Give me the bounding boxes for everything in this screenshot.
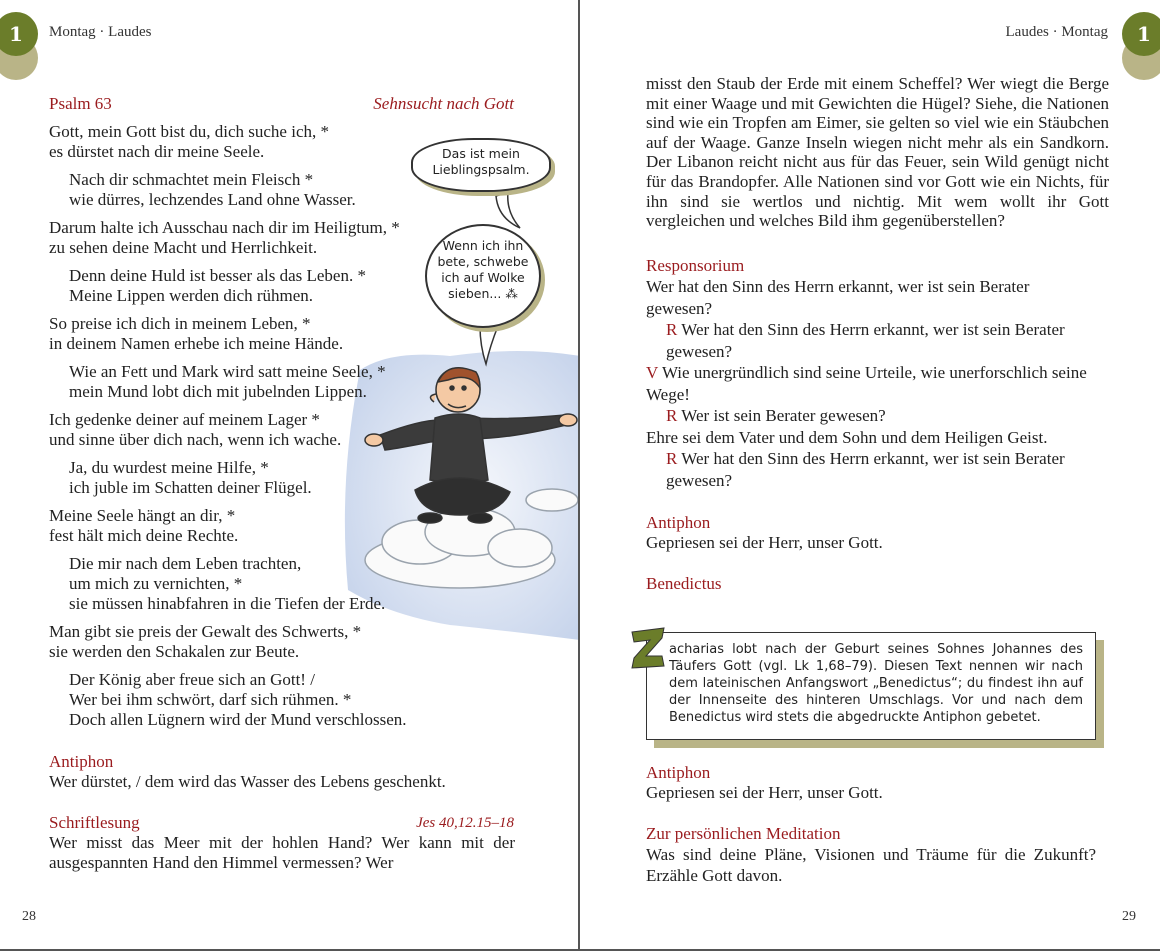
chapter-badge: 1 <box>0 12 38 56</box>
page-number: 28 <box>22 909 36 924</box>
info-text: acharias lobt nach der Geburt seines Sohnes Johannes des Täufers Gott (vgl. Lk 1,68–79). Diesen Text nennen wir nach dem lateinischen Anfangswort „Benedictus“; du findest ihn auf der Innenseite des hinteren Umschlags. Vor und nach dem Benedictus wird stets die abgedruckte Antiphon gebetet. <box>669 642 1083 725</box>
left-column <box>49 94 515 873</box>
verse-block <box>49 266 515 306</box>
reading-heading: Schriftlesung <box>49 813 140 832</box>
left-page <box>0 0 578 951</box>
verse-line: Ja, du wurdest meine Hilfe, * <box>69 458 269 477</box>
verse-block <box>49 218 515 258</box>
antiphon-heading: Antiphon <box>646 513 711 533</box>
chapter-badge: 1 <box>1122 12 1160 56</box>
response-symbol: R <box>666 406 678 426</box>
verse-line: So preise ich dich in meinem Leben, * <box>49 314 311 333</box>
versicle-text: Wie unergründlich sind seine Urteile, wie unerforschlich seine Wege! <box>646 363 1087 404</box>
verse-line: Der König aber freue sich an Gott! / <box>69 670 315 689</box>
response-symbol: R <box>666 449 678 469</box>
speech-bubble-1: Das ist mein Lieblingspsalm. <box>411 138 551 192</box>
verse-line: zu sehen deine Macht und Herrlichkeit. <box>49 238 318 257</box>
running-head: Laudes · Montag <box>1005 24 1108 40</box>
verse-line: sie müssen hinabfahren in die Tiefen der Erde. <box>69 594 386 613</box>
responsorium-intro: Wer hat den Sinn des Herrn erkannt, wer ist sein Berater gewesen? <box>646 277 1030 318</box>
verse-block <box>49 554 515 614</box>
responsorium-section <box>646 255 1109 492</box>
reading-continued-text: misst den Staub der Erde mit einem Scheffel? Wer wiegt die Berge mit einer Waage und mit Gewichten die Hügel? Siehe, die Nationen sind wie ein Tropfen am Eimer, sie gelten so viel wie ein Stäubchen auf der Waage. Ganze Inseln wiegen nicht mehr als ein Sandkorn. Der Libanon reicht nicht aus für das Feuer, sein Wild genügt nicht für das Brandopfer. Alle Nationen sind vor Gott wie ein Nichts, für ihn sind sie wertlos und nichtig. Mit wem wollt ihr Gott vergleichen und welches Bild ihm gegenüberstellen? <box>646 74 1109 231</box>
verse-block <box>49 170 515 210</box>
verse-line: Meine Lippen werden dich rühmen. <box>69 286 314 305</box>
verse-line: und sinne über dich nach, wenn ich wache. <box>49 430 342 449</box>
reading-reference: Jes 40,12.15–18 <box>416 815 514 831</box>
response-line <box>646 448 1086 491</box>
verse-line: in deinem Namen erhebe ich meine Hände. <box>49 334 344 353</box>
verse-block <box>49 670 515 730</box>
response-line <box>646 319 1086 362</box>
verse-line: Darum halte ich Ausschau nach dir im Heiligtum, * <box>49 218 400 237</box>
initial-z-icon <box>628 626 668 670</box>
antiphon-section <box>49 752 515 792</box>
gloria-line: Ehre sei dem Vater und dem Sohn und dem Heiligen Geist. <box>646 427 1048 447</box>
verse-line: mein Mund lobt dich mit jubelnden Lippen. <box>69 382 367 401</box>
verse-block <box>49 362 515 402</box>
verse-line: um mich zu vernichten, * <box>69 574 243 593</box>
verse-line: Nach dir schmachtet mein Fleisch * <box>69 170 314 189</box>
verse-block <box>49 314 515 354</box>
meditation-section <box>646 824 1109 886</box>
verse-block <box>49 410 515 450</box>
info-initial-letter <box>628 626 629 627</box>
antiphon-text: Wer dürstet, / dem wird das Wasser des Lebens geschenkt. <box>49 772 446 791</box>
versicle-symbol: V <box>646 363 658 383</box>
verse-line: Ich gedenke deiner auf meinem Lager * <box>49 410 320 429</box>
info-initial <box>628 626 668 670</box>
verse-line: sie werden den Schakalen zur Beute. <box>49 642 300 661</box>
verse-line: Denn deine Huld ist besser als das Leben. * <box>69 266 366 285</box>
verse-line: ich juble im Schatten deiner Flügel. <box>69 478 312 497</box>
verse-line: es dürstet nach dir meine Seele. <box>49 142 265 161</box>
verse-block <box>49 506 515 546</box>
responsorium-heading: Responsorium <box>646 255 745 275</box>
speech-bubble-2-text: Wenn ich ihn bete, schwebe ich auf Wolke sieben... <box>437 238 529 301</box>
benedictus-info-box <box>646 632 1096 740</box>
psalm-title: Psalm 63 <box>49 94 112 113</box>
benedictus-heading: Benedictus <box>646 574 722 594</box>
verse-line: Gott, mein Gott bist du, dich suche ich, * <box>49 122 329 141</box>
response-symbol: R <box>666 320 678 340</box>
right-column-lower <box>646 763 1109 886</box>
sparkle-icon: ⁂ <box>505 286 518 301</box>
page-number: 29 <box>1122 909 1136 924</box>
psalm-verses <box>49 122 515 730</box>
running-head: Montag · Laudes <box>49 24 152 40</box>
antiphon-section <box>646 513 1109 553</box>
verse-line: Wer bei ihm schwört, darf sich rühmen. * <box>69 690 352 709</box>
verse-line: Wie an Fett und Mark wird satt meine Seele, * <box>69 362 386 381</box>
verse-line: fest hält mich deine Rechte. <box>49 526 239 545</box>
response-text: Wer hat den Sinn des Herrn erkannt, wer ist sein Berater gewesen? <box>666 320 1065 361</box>
verse-line: Meine Seele hängt an dir, * <box>49 506 236 525</box>
versicle-line <box>646 362 1096 405</box>
verse-line: Man gibt sie preis der Gewalt des Schwerts, * <box>49 622 362 641</box>
response-text: Wer hat den Sinn des Herrn erkannt, wer ist sein Berater gewesen? <box>666 449 1065 490</box>
verse-block <box>49 458 515 498</box>
benedictus-section <box>646 574 1109 594</box>
antiphon-section <box>646 763 1109 803</box>
antiphon-text: Gepriesen sei der Herr, unser Gott. <box>646 533 883 553</box>
verse-line: wie dürres, lechzendes Land ohne Wasser. <box>69 190 356 209</box>
antiphon-heading: Antiphon <box>49 752 114 771</box>
verse-line: Doch allen Lügnern wird der Mund verschlossen. <box>69 710 407 729</box>
verse-block <box>49 122 515 162</box>
meditation-text: Was sind deine Pläne, Visionen und Träume für die Zukunft? Erzähle Gott davon. <box>646 845 1096 885</box>
verse-block <box>49 622 515 662</box>
right-column <box>646 74 1109 594</box>
right-page <box>580 0 1160 951</box>
antiphon-heading: Antiphon <box>646 763 711 782</box>
reading-text: Wer misst das Meer mit der hohlen Hand? Wer kann mit der ausgespannten Hand den Himmel vermessen? Wer <box>49 833 515 872</box>
psalm-subtitle: Sehnsucht nach Gott <box>373 94 514 113</box>
response-text: Wer ist sein Berater gewesen? <box>681 406 886 426</box>
verse-line: Die mir nach dem Leben trachten, <box>69 554 302 573</box>
meditation-heading: Zur persönlichen Meditation <box>646 824 841 843</box>
reading-section <box>49 813 515 873</box>
antiphon-text: Gepriesen sei der Herr, unser Gott. <box>646 783 883 802</box>
response-line <box>646 405 1109 427</box>
